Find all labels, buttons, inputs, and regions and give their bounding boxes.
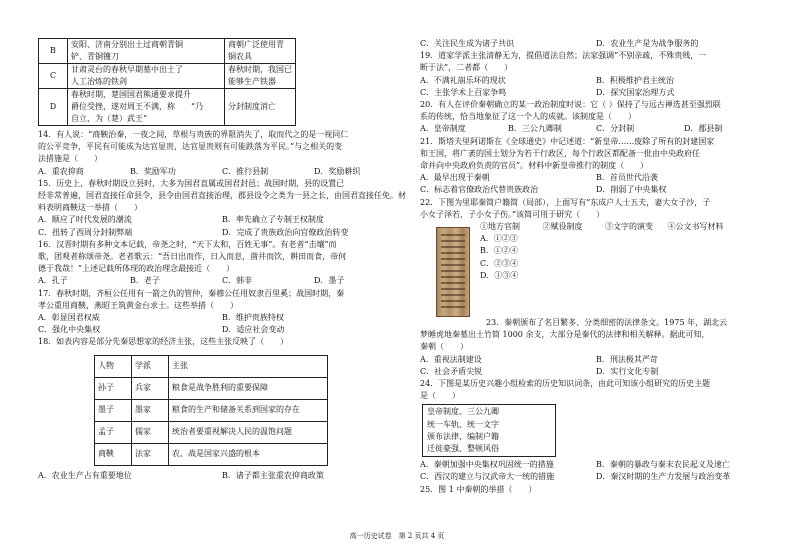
table-row bbox=[39, 89, 296, 126]
options bbox=[420, 87, 772, 99]
thinkers-table bbox=[94, 355, 328, 466]
option: C．②③④ bbox=[480, 258, 519, 268]
option: D．农业生产是为战争服务的 bbox=[596, 39, 699, 48]
option: D．秦汉时期的生产力发展与政治变革 bbox=[596, 472, 731, 482]
table-header: 主张 bbox=[169, 355, 328, 377]
table-cell: 儒家 bbox=[132, 421, 169, 443]
keyword-box bbox=[422, 404, 556, 457]
question-17 bbox=[38, 288, 406, 337]
question-line: 和王国，将广袤的国土划分为若干行政区，每个行政区都配备一批由中央政府任 bbox=[420, 148, 700, 158]
question-line: 歌，团观者称颂帝尧。老者歌云：“吾日出而作，日入而息，凿井而饮，耕田而食，帝何 bbox=[38, 252, 347, 262]
question-line: 18．如表内容是部分先秦思想家的经济主张，这些主张反映了（ ） bbox=[38, 337, 289, 347]
question-22 bbox=[420, 197, 772, 317]
question-line: 经非常普遍，国君直接任命县令，县令由国君直接治理，郡县设令之类为一县之长，由国君直接任免。材 bbox=[38, 191, 406, 201]
question-line: 23．秦朝颁布了名目繁多、分类细密的法律条文。1975 年，湖北云 bbox=[486, 318, 728, 328]
table-row bbox=[95, 377, 328, 399]
option: C．分封制 bbox=[596, 124, 635, 134]
option: D．墨子 bbox=[314, 276, 345, 286]
question-line: 是（ ） bbox=[420, 391, 460, 401]
evidence-cell bbox=[68, 89, 225, 126]
options bbox=[420, 172, 772, 184]
question-14 bbox=[38, 129, 406, 178]
option: D．①③④ bbox=[480, 270, 519, 280]
option: B．率先确立了专制王权制度 bbox=[222, 215, 324, 225]
question-line: 22．下图为里耶秦简户籍简（局部），上面写有“东成户人士五夫，妻大女子沙，子 bbox=[420, 197, 711, 207]
row-key: C bbox=[39, 64, 68, 89]
option: B．积极维护君主统治 bbox=[596, 75, 674, 85]
options-table bbox=[38, 38, 296, 126]
question-line: 15．历史上，春秋时期设立县时，大多为国君直属或国君封邑；战国时期，县的设置已 bbox=[38, 178, 345, 188]
options bbox=[38, 275, 406, 287]
question-21 bbox=[420, 136, 772, 197]
question-line: 24．下图是某历史兴趣小组检索的历史知识词条，由此可知该小组研究的历史主题 bbox=[420, 379, 711, 389]
cell-line: 安阳、济南分别出土过商朝青铜 bbox=[71, 40, 183, 49]
options bbox=[38, 470, 406, 482]
question-23 bbox=[420, 317, 772, 378]
right-column bbox=[420, 38, 772, 496]
items bbox=[480, 221, 730, 233]
option: C．关注民生成为诸子共识 bbox=[420, 39, 515, 48]
option: A．彰显国君权威 bbox=[38, 313, 100, 323]
question-19 bbox=[420, 50, 772, 99]
option: A．①②③ bbox=[480, 234, 518, 244]
option: D．削弱了中央集权 bbox=[596, 185, 667, 195]
keyword-line: 统一车轨、统一文字 bbox=[427, 419, 499, 429]
option: A．孔子 bbox=[38, 276, 68, 286]
table-header: 人物 bbox=[95, 355, 132, 377]
table-cell: 统治者要重视解决人民的温饱问题 bbox=[169, 421, 328, 443]
options bbox=[420, 38, 772, 50]
options bbox=[420, 184, 772, 196]
option: A．顺应了时代发展的潮流 bbox=[38, 215, 132, 225]
option: B．三公九卿制 bbox=[508, 124, 562, 134]
table-cell: 粮食的生产和储备关系到国家的存在 bbox=[169, 399, 328, 421]
item: ①地方官制 bbox=[480, 222, 520, 232]
option: B．维护贵族特权 bbox=[222, 313, 284, 323]
option: A．重视法制建设 bbox=[420, 354, 482, 364]
cell-line: 春秋时期，我国已 bbox=[228, 65, 292, 74]
option: A．皇帝制度 bbox=[420, 124, 466, 134]
question-line: 小女子泽若，子小女子伤。”该简可用于研究（ ） bbox=[420, 209, 605, 219]
option: A．最早出现于秦朝 bbox=[420, 173, 490, 183]
cell-line: 商朝广泛使用青 bbox=[228, 40, 284, 49]
question-line: 系的传统，恰当地象征了这一个人的成就。该制度是（ ） bbox=[420, 112, 636, 122]
question-line: 法措施是（ ） bbox=[38, 154, 102, 164]
option: C．主张学术上百家争鸣 bbox=[420, 87, 507, 97]
table-cell: 墨家 bbox=[132, 399, 169, 421]
table-cell: 粮食是战争胜利的重要保障 bbox=[169, 377, 328, 399]
options bbox=[420, 471, 772, 483]
question-18 bbox=[38, 336, 406, 481]
table-cell: 农、战是国家兴盛的根本 bbox=[169, 443, 328, 465]
row-key: D bbox=[39, 89, 68, 126]
options bbox=[420, 75, 772, 87]
option: A．秦朝加强中央集权巩固统一的措施 bbox=[420, 460, 554, 470]
item: ③文字的演变 bbox=[605, 222, 653, 232]
option: B．诸子都主张重农抑商政策 bbox=[222, 470, 324, 480]
page-footer: 高一历史试卷 第 2 页共 4 页 bbox=[349, 532, 445, 540]
option: C．标志着官僚政治代替贵族政治 bbox=[420, 185, 539, 195]
question-15 bbox=[38, 178, 406, 239]
table-row bbox=[39, 39, 296, 64]
table-header: 学派 bbox=[132, 355, 169, 377]
question-line: 21．斯塔夫里阿诺斯在《全球通史》中记述道：“新皇帝……废除了所有的封建国家 bbox=[420, 136, 715, 146]
bamboo-slip-image bbox=[436, 227, 470, 317]
options bbox=[420, 459, 772, 471]
option: A．重农抑商 bbox=[38, 166, 84, 176]
table-cell: 孟子 bbox=[95, 421, 132, 443]
question-line: 命并向中央政府负责的官员”。材料中新皇帝推行的制度（ ） bbox=[420, 161, 649, 171]
option: B．首员世代沿袭 bbox=[596, 173, 658, 183]
question-25: 25．图 1 中秦朝的举措（ ） bbox=[420, 484, 537, 494]
evidence-cell bbox=[68, 64, 225, 89]
cell-line: 甘肃灵台的春秋早期墓中出土了 bbox=[71, 65, 183, 74]
table-cell: 法家 bbox=[132, 443, 169, 465]
cell-text: 爵位受挫，遂对周王不满，称 bbox=[71, 102, 175, 111]
table-header-row bbox=[95, 355, 328, 377]
cell-line: 铜农具 bbox=[228, 52, 252, 61]
option: D．郡县制 bbox=[684, 124, 723, 134]
table-cell: 商鞅 bbox=[95, 443, 132, 465]
options bbox=[38, 166, 406, 178]
question-line: 断于法”，二者都（ ） bbox=[420, 63, 513, 73]
row-key: B bbox=[39, 39, 68, 64]
options bbox=[38, 324, 406, 336]
option: D．完成了贵族政治向官僚政治转变 bbox=[222, 227, 349, 237]
conclusion-cell bbox=[225, 89, 296, 126]
item: ④公文书写材料 bbox=[667, 222, 724, 232]
options bbox=[38, 312, 406, 324]
option: C．扭转了西周分封制弊端 bbox=[38, 227, 133, 237]
options bbox=[38, 214, 406, 226]
cell-line: 自立，为（楚）武王” bbox=[71, 114, 148, 123]
option: C．推行县制 bbox=[222, 166, 269, 176]
cell-text: “乃 bbox=[191, 102, 204, 111]
cell-line: 分封制度消亡 bbox=[228, 102, 276, 111]
keyword-line: 颁布法律、编制户籍 bbox=[427, 431, 499, 441]
conclusion-cell bbox=[225, 39, 296, 64]
options bbox=[38, 227, 406, 239]
option: A．农业生产占有重要地位 bbox=[38, 470, 132, 480]
option: B．老子 bbox=[130, 276, 160, 286]
question-line: 的公平竞争，平民有可能成为达官显贵，达官显贵则有可能跌落为平民。”与之相关的变 bbox=[38, 142, 343, 152]
keyword-line: 迁徙豪强、整顿风俗 bbox=[427, 444, 499, 454]
question-24 bbox=[420, 378, 772, 484]
evidence-cell bbox=[68, 39, 225, 64]
cell-line: 春秋时期，楚国国君熊通要求提升 bbox=[71, 90, 191, 99]
question-16 bbox=[38, 239, 406, 288]
table-row bbox=[95, 421, 328, 443]
option: C．西汉的建立与汉武帝大一统的措施 bbox=[420, 472, 555, 482]
cell-line: 铲、青铜镬刀 bbox=[71, 52, 119, 61]
option: A．不满礼崩乐坏的现状 bbox=[420, 75, 506, 85]
cell-line: 人工冶炼的铁剑 bbox=[71, 77, 127, 86]
option: D．实行文化专制 bbox=[596, 366, 659, 376]
left-column bbox=[38, 38, 406, 482]
option: D．适应社会变动 bbox=[222, 325, 285, 335]
table-row bbox=[39, 64, 296, 89]
question-line: 秦朝（ ） bbox=[420, 342, 468, 352]
keyword-line: 皇帝制度、三公九卿 bbox=[427, 407, 499, 417]
table-cell: 孙子 bbox=[95, 377, 132, 399]
option: C．韩非 bbox=[222, 276, 253, 286]
question-line: 梦睡虎地秦墓出土竹简 1000 余支，大部分是秦代的法律和相关解释。据此可知， bbox=[420, 330, 710, 340]
question-line: 16．汉晋时期有多种文本记载，帝尧之时，“天下太和，百姓无事”。有老者“击壤”而 bbox=[38, 239, 337, 249]
option: B．①②④ bbox=[480, 246, 518, 256]
question-line: 德于我哉！”上述记载所体现的政治理念最接近（ ） bbox=[38, 264, 235, 274]
table-cell: 墨子 bbox=[95, 399, 132, 421]
table-row bbox=[95, 443, 328, 465]
table-row bbox=[95, 399, 328, 421]
question-line: 孝公重用商鞅，燕昭王筑黄金台求士。这些举措（ ） bbox=[38, 300, 238, 310]
option: B．刑法极其严苛 bbox=[596, 354, 658, 364]
cell-line: 能够生产铁器 bbox=[228, 77, 276, 86]
option: C．社会矛盾尖锐 bbox=[420, 366, 483, 376]
option: D．探究国家治理方式 bbox=[596, 87, 675, 97]
table-cell: 兵家 bbox=[132, 377, 169, 399]
option: D．奖励耕织 bbox=[314, 166, 361, 176]
question-22-items bbox=[480, 221, 730, 317]
question-22-body bbox=[420, 221, 772, 317]
item: ②赋役制度 bbox=[542, 222, 583, 232]
option: B．奖励军功 bbox=[130, 166, 176, 176]
question-line: 17．春秋时期，齐桓公任用有一箭之仇的管仲，秦穆公任用奴隶百里奚；战国时期，秦 bbox=[38, 288, 345, 298]
question-line: 料表明商鞅这一举措（ ） bbox=[38, 203, 142, 213]
question-line: 20．有人在评价秦朝确立的某一政治制度时说：它（ ）保持了与远古禅选甚至强烈联 bbox=[420, 100, 721, 110]
option: B．秦朝的暴政与秦末农民起义及速亡 bbox=[596, 460, 730, 470]
question-20 bbox=[420, 99, 772, 136]
options bbox=[420, 366, 772, 378]
question-line: 14．有人说：“商鞅治秦，一夜之间，草根与贵族的界限消失了，取而代之的是一视同仁 bbox=[38, 130, 349, 139]
question-line: 19．道家学派主张清静无为，提倡道法自然；法家强调“不别亲疏，不殊贵贱，一 bbox=[420, 51, 707, 61]
option: C．强化中央集权 bbox=[38, 325, 101, 335]
cell-line bbox=[71, 101, 221, 113]
conclusion-cell bbox=[225, 64, 296, 89]
options bbox=[420, 354, 772, 366]
options bbox=[420, 123, 772, 135]
